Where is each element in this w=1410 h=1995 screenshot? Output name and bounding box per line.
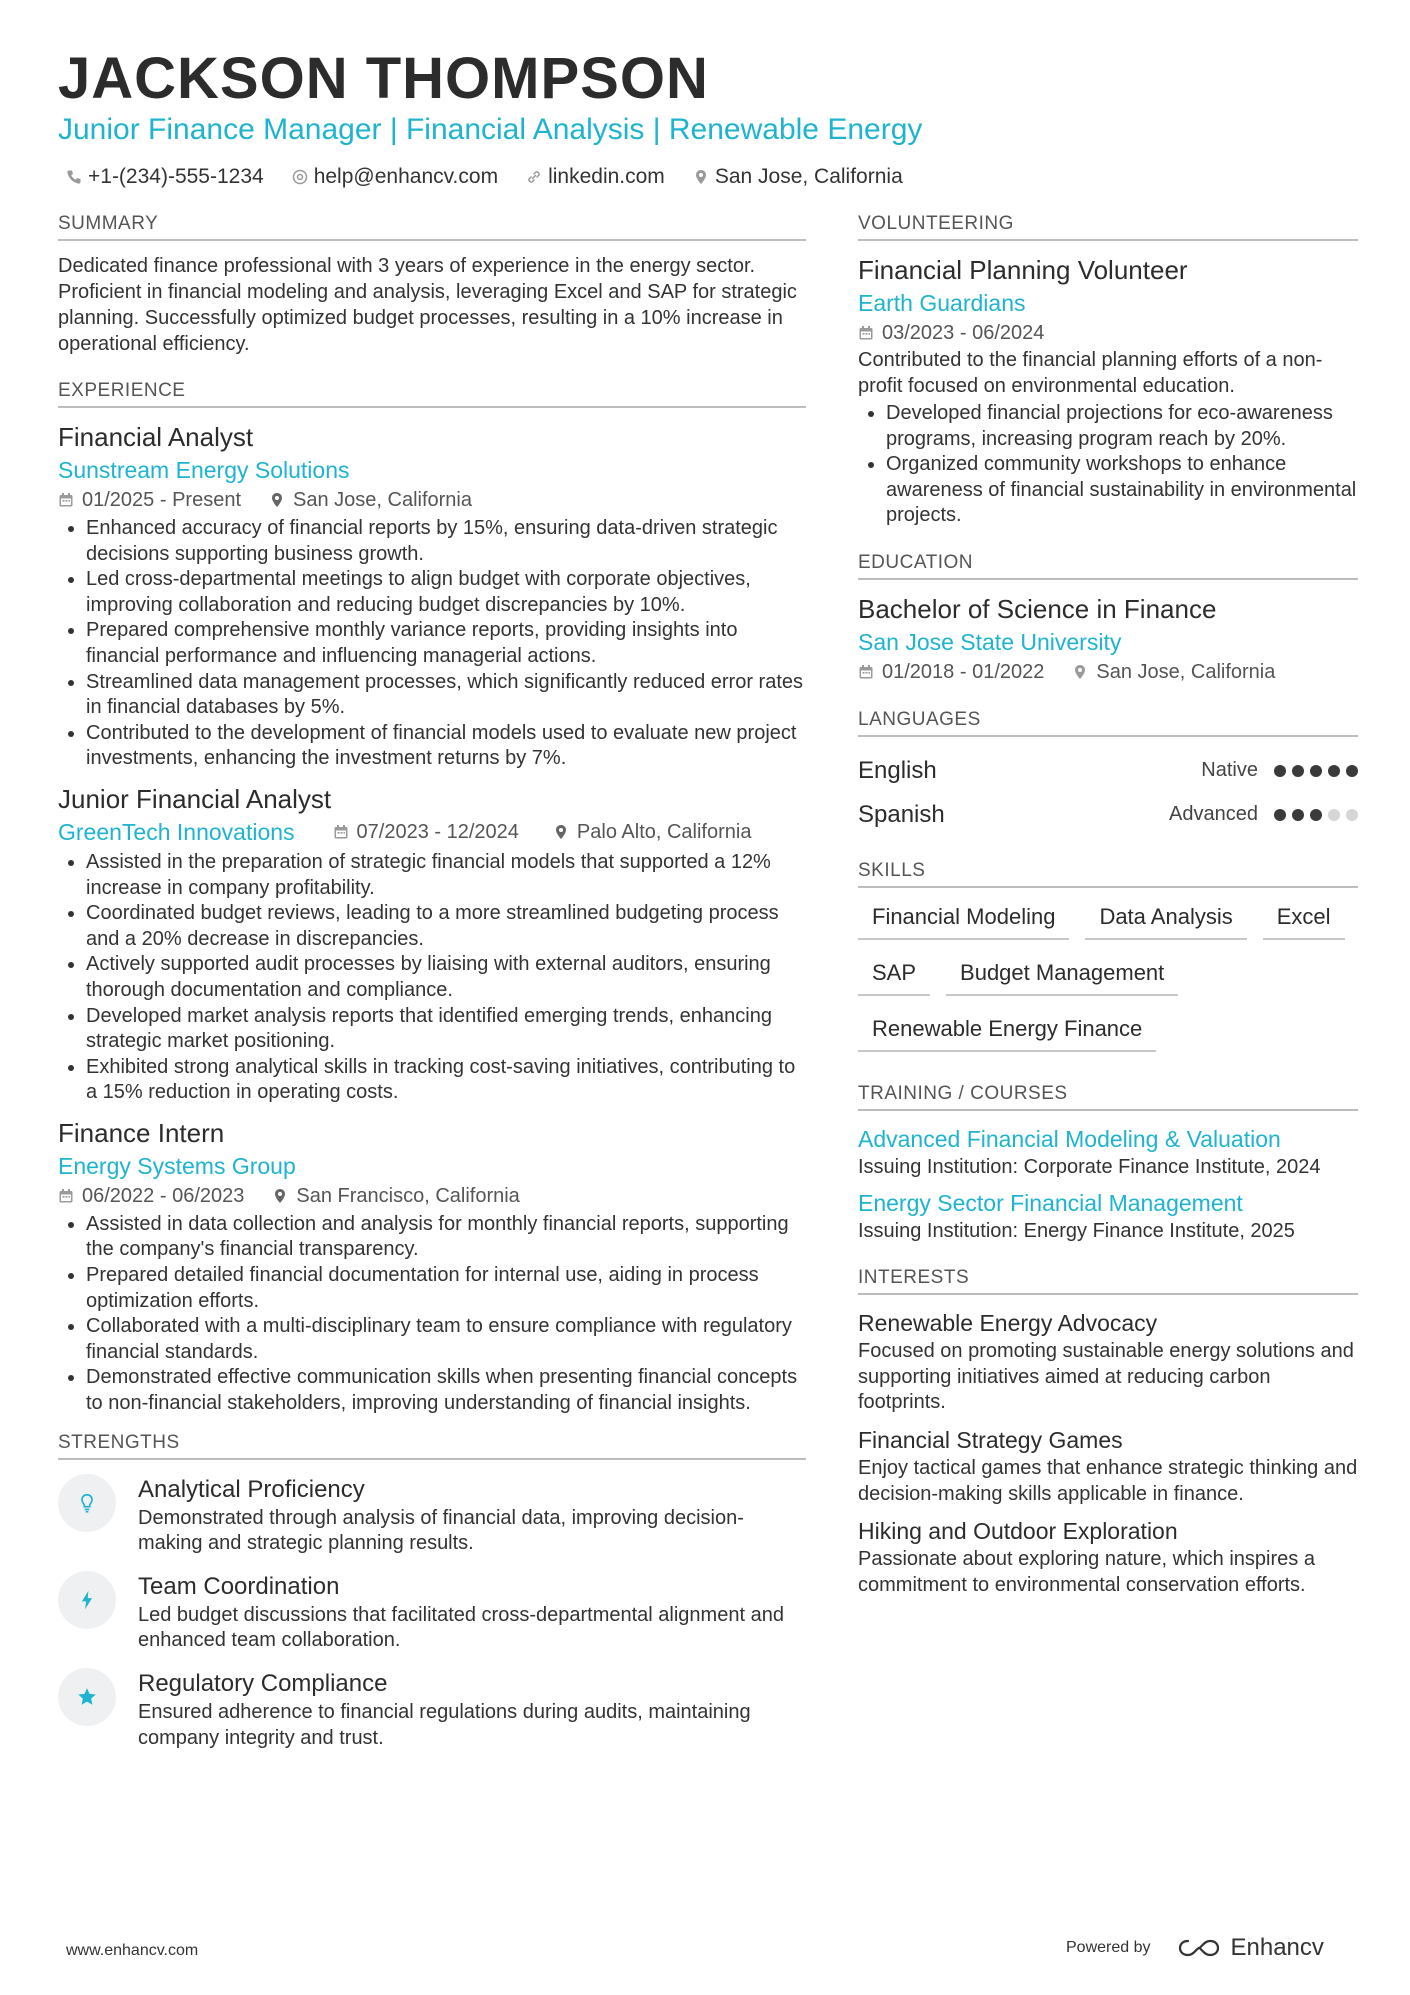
languages-heading: LANGUAGES — [858, 708, 1358, 737]
language-name: English — [858, 756, 937, 784]
job-bullets — [58, 516, 806, 772]
location-text: San Jose, California — [714, 165, 903, 188]
list-item: • Streamlined data management processes, which significantly reduced error rates in financial databases by 5%. — [86, 670, 806, 721]
school: San Jose State University — [858, 628, 1122, 655]
degree: Bachelor of Science in Finance — [858, 593, 1217, 624]
interest-desc: Focused on promoting sustainable energy solutions and supporting initiatives aimed at reducing carbon footprints. — [858, 1340, 1354, 1414]
powered-by-label: Powered by — [1066, 1939, 1151, 1956]
training-heading: TRAINING / COURSES — [858, 1082, 1358, 1111]
interests-heading: INTERESTS — [858, 1266, 1358, 1295]
job-entry — [58, 1116, 806, 1417]
experience-heading: EXPERIENCE — [58, 379, 806, 408]
rating-dot-empty — [1346, 809, 1358, 821]
list-item: • Enhanced accuracy of financial reports by 15%, ensuring data-driven strategic decisions supporting business growth. — [86, 516, 806, 567]
strength-item — [58, 1571, 806, 1654]
education-dates: 01/2018 - 01/2022 — [882, 660, 1045, 683]
location-pin-icon — [553, 824, 569, 840]
calendar-icon — [858, 325, 874, 341]
skill-tag: Data Analysis — [1085, 902, 1246, 940]
at-sign-icon — [292, 169, 308, 185]
candidate-title: Junior Finance Manager | Financial Analysis | Renewable Energy — [58, 113, 923, 146]
job-dates: 01/2025 - Present — [82, 489, 241, 511]
summary-text: Dedicated finance professional with 3 years of experience in the energy sector. Proficient in financial modeling and analysis, leveraging Excel and SAP for strategic planning. Successfully optimized budget processes, resulting in a 10% increase in operational efficiency. — [58, 255, 797, 355]
link-icon — [526, 169, 542, 185]
volunteer-bullets — [858, 401, 1358, 529]
strengths-section — [58, 1431, 806, 1752]
job-bullets — [58, 1212, 806, 1417]
footer-branding — [1066, 1934, 1324, 1962]
strength-item — [58, 1474, 806, 1557]
volunteer-desc: Contributed to the financial planning efforts of a non-profit focused on environmental education. — [858, 349, 1323, 397]
language-row — [858, 793, 1358, 837]
education-section — [858, 551, 1358, 686]
list-item: • Developed market analysis reports that identified emerging trends, enhancing strategic market positioning. — [86, 1004, 806, 1055]
infinity-logo-icon — [1177, 1937, 1221, 1959]
job-company: GreenTech Innovations — [58, 818, 295, 845]
course-title: Energy Sector Financial Management — [858, 1189, 1243, 1216]
language-level: Advanced — [1169, 803, 1258, 826]
course-title: Advanced Financial Modeling & Valuation — [858, 1125, 1281, 1152]
list-item: • Exhibited strong analytical skills in tracking cost-saving initiatives, contributing to a 15% reduction in operating costs. — [86, 1055, 806, 1106]
footer-website[interactable]: www.enhancv.com — [66, 1942, 199, 1959]
list-item: • Contributed to the development of financial models used to evaluate new project investments, enhancing the investment returns by 7%. — [86, 721, 806, 772]
job-dates: 07/2023 - 12/2024 — [356, 820, 519, 843]
rating-dot-filled — [1274, 765, 1286, 777]
rating-dot-filled — [1310, 809, 1322, 821]
rating-dot-filled — [1292, 809, 1304, 821]
volunteer-org: Earth Guardians — [858, 290, 1026, 316]
job-title: Financial Analyst — [58, 422, 254, 452]
brand-logo[interactable] — [1177, 1934, 1324, 1962]
interest-title: Financial Strategy Games — [858, 1426, 1123, 1453]
strength-desc: Ensured adherence to financial regulations during audits, maintaining company integrity and trust. — [138, 1701, 751, 1749]
rating-dot-empty — [1328, 809, 1340, 821]
contact-location — [693, 160, 903, 194]
skill-tag: Budget Management — [946, 958, 1178, 996]
strengths-heading: STRENGTHS — [58, 1431, 806, 1460]
left-column — [58, 212, 806, 1773]
summary-heading: SUMMARY — [58, 212, 806, 241]
interests-section — [858, 1266, 1358, 1598]
summary-section — [58, 212, 806, 357]
strength-title: Analytical Proficiency — [138, 1475, 365, 1503]
strength-title: Team Coordination — [138, 1572, 340, 1600]
rating-dot-filled — [1292, 765, 1304, 777]
job-meta — [58, 486, 806, 514]
education-meta — [858, 658, 1358, 686]
language-row — [858, 749, 1358, 793]
education-heading: EDUCATION — [858, 551, 1358, 580]
job-title: Junior Financial Analyst — [58, 783, 332, 814]
candidate-name: JACKSON THOMPSON — [58, 46, 709, 111]
job-location: Palo Alto, California — [576, 820, 752, 843]
rating-dot-filled — [1328, 765, 1340, 777]
strength-desc: Demonstrated through analysis of financial data, improving decision-making and strategic planning results. — [138, 1506, 744, 1555]
job-title: Finance Intern — [58, 1117, 225, 1148]
right-column — [858, 212, 1358, 1620]
location-pin-icon — [693, 169, 709, 185]
list-item: • Assisted in the preparation of strategic financial models that supported a 12% increase in company profitability. — [86, 850, 806, 901]
phone-text: +1-(234)-555-1234 — [88, 165, 264, 188]
experience-section — [58, 379, 806, 1417]
contact-linkedin[interactable] — [526, 160, 665, 194]
volunteer-dates: 03/2023 - 06/2024 — [882, 322, 1045, 344]
list-item: • Demonstrated effective communication skills when presenting financial concepts to non-financial stakeholders, improving understanding of financial insights. — [86, 1365, 806, 1416]
rating-dot-filled — [1310, 765, 1322, 777]
list-item: • Assisted in data collection and analysis for monthly financial reports, supporting the company's financial transparency. — [86, 1212, 806, 1263]
interest-title: Renewable Energy Advocacy — [858, 1310, 1158, 1337]
training-section — [858, 1082, 1358, 1244]
calendar-icon — [858, 664, 874, 680]
linkedin-text: linkedin.com — [548, 165, 665, 188]
education-location: San Jose, California — [1096, 660, 1276, 683]
list-item: • Collaborated with a multi-disciplinary team to ensure compliance with regulatory financial standards. — [86, 1314, 806, 1365]
job-location: San Jose, California — [293, 489, 472, 511]
volunteering-section — [858, 212, 1358, 529]
job-bullets — [58, 850, 806, 1106]
contact-bar — [66, 160, 903, 194]
list-item: • Developed financial projections for eco-awareness programs, increasing program reach by 20%. — [886, 401, 1358, 452]
job-entry — [58, 420, 806, 772]
language-name: Spanish — [858, 800, 945, 828]
calendar-icon — [58, 1188, 74, 1204]
volunteer-title: Financial Planning Volunteer — [858, 255, 1188, 285]
lightning-bolt-icon — [76, 1589, 98, 1611]
rating-dot-filled — [1274, 809, 1286, 821]
skills-list — [858, 902, 1358, 1052]
volunteering-heading: VOLUNTEERING — [858, 212, 1358, 241]
job-meta — [58, 1182, 806, 1210]
job-company: Energy Systems Group — [58, 1152, 296, 1179]
interest-desc: Enjoy tactical games that enhance strategic thinking and decision-making skills applicable in finance. — [858, 1456, 1358, 1505]
strength-icon-badge — [58, 1474, 116, 1532]
skills-section — [858, 859, 1358, 1052]
job-dates: 06/2022 - 06/2023 — [82, 1184, 245, 1207]
skills-heading: SKILLS — [858, 859, 1358, 888]
strength-desc: Led budget discussions that facilitated cross-departmental alignment and enhanced team collaboration. — [138, 1603, 784, 1652]
skill-tag: Renewable Energy Finance — [858, 1014, 1156, 1052]
language-level: Native — [1201, 759, 1258, 782]
email-text: help@enhancv.com — [313, 165, 499, 188]
course-desc: Issuing Institution: Corporate Finance Institute, 2024 — [858, 1155, 1321, 1178]
location-pin-icon — [1072, 664, 1088, 680]
strength-icon-badge — [58, 1571, 116, 1629]
strength-icon-badge — [58, 1668, 116, 1726]
languages-section — [858, 708, 1358, 837]
rating-dot-filled — [1346, 765, 1358, 777]
list-item: • Prepared comprehensive monthly variance reports, providing insights into financial performance and influencing managerial actions. — [86, 618, 806, 669]
skill-tag: Excel — [1263, 902, 1345, 940]
star-icon — [76, 1686, 98, 1708]
location-pin-icon — [272, 1188, 288, 1204]
skill-tag: SAP — [858, 958, 930, 996]
interest-desc: Passionate about exploring nature, which inspires a commitment to environmental conservation efforts. — [858, 1548, 1315, 1596]
list-item: • Coordinated budget reviews, leading to a more streamlined budgeting process and a 20% decrease in discrepancies. — [86, 901, 806, 952]
strength-item — [58, 1668, 806, 1751]
list-item: • Led cross-departmental meetings to align budget with corporate objectives, improving collaboration and reducing budget discrepancies by 10%. — [86, 567, 806, 618]
phone-icon — [66, 169, 82, 185]
job-entry — [58, 782, 806, 1106]
list-item: • Organized community workshops to enhance awareness of financial sustainability in environmental projects. — [886, 452, 1358, 529]
job-meta — [58, 816, 806, 848]
job-location: San Francisco, California — [296, 1184, 520, 1207]
brand-name: Enhancv — [1230, 1934, 1324, 1961]
volunteer-meta — [858, 319, 1358, 347]
job-company: Sunstream Energy Solutions — [58, 457, 350, 483]
contact-phone[interactable] — [66, 160, 264, 194]
location-pin-icon — [269, 492, 285, 508]
strength-title: Regulatory Compliance — [138, 1670, 388, 1697]
skill-tag: Financial Modeling — [858, 902, 1069, 940]
list-item: • Prepared detailed financial documentation for internal use, aiding in process optimization efforts. — [86, 1263, 806, 1314]
language-rating — [1274, 809, 1358, 821]
calendar-icon — [333, 824, 349, 840]
course-desc: Issuing Institution: Energy Finance Institute, 2025 — [858, 1219, 1295, 1242]
language-rating — [1274, 765, 1358, 777]
lightbulb-icon — [76, 1492, 98, 1514]
calendar-icon — [58, 492, 74, 508]
contact-email[interactable] — [292, 160, 498, 194]
interest-title: Hiking and Outdoor Exploration — [858, 1518, 1178, 1545]
list-item: • Actively supported audit processes by liaising with external auditors, ensuring thorough documentation and compliance. — [86, 952, 806, 1003]
